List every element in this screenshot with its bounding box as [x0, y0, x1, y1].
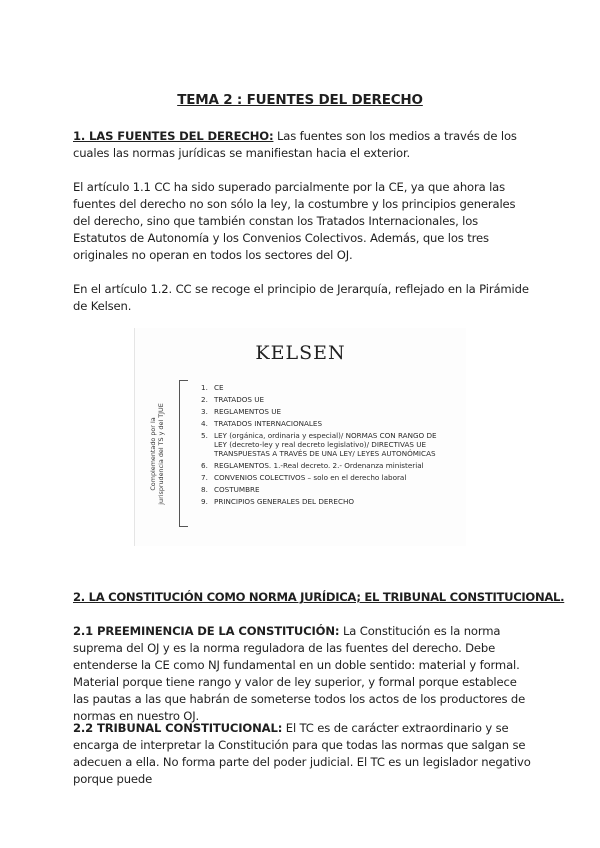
list-item [201, 419, 463, 428]
side-label-line-1: Complementado por la [149, 417, 157, 491]
section-2-1-paragraph [73, 623, 533, 725]
section-1-paragraph [73, 128, 533, 162]
figure-title: KELSEN [255, 342, 346, 364]
bracket-line [179, 380, 188, 527]
item-text: CE [214, 383, 224, 392]
kelsen-pyramid-figure [134, 328, 466, 546]
section-2-heading: 2. LA CONSTITUCIÓN COMO NORMA JURÍDICA; EL TRIBUNAL CONSTITUCIONAL. [73, 590, 565, 604]
item-number: 3. [201, 407, 208, 416]
item-text: CONVENIOS COLECTIVOS – solo en el derecho laboral [214, 473, 407, 482]
item-text: LEY (orgánica, ordinaria y especial)/ NORMAS CON RANGO DE [214, 431, 437, 440]
item-text: TRATADOS INTERNACIONALES [214, 419, 323, 428]
list-item [201, 461, 463, 470]
item-number: 9. [201, 497, 208, 506]
item-text: PRINCIPIOS GENERALES DEL DERECHO [214, 497, 355, 506]
side-label-line-2: jurisprudencia del TS y del TJUE [157, 403, 165, 505]
page-title: TEMA 2 : FUENTES DEL DERECHO [177, 92, 423, 108]
section-2-2-text: El TC es de carácter extraordinario y se encarga de interpretar la Constitución para que todas las normas que salgan se adecuen a ella. No forma parte del poder judicial. El TC es un legislador negativo porque puede [73, 721, 531, 786]
item-text: REGLAMENTOS UE [214, 407, 282, 416]
item-number: 4. [201, 419, 208, 428]
item-text: COSTUMBRE [214, 485, 260, 494]
item-number: 6. [201, 461, 208, 470]
item-number: 8. [201, 485, 208, 494]
list-item [201, 485, 463, 494]
list-item [201, 407, 463, 416]
item-number: 1. [201, 383, 208, 392]
list-item [201, 473, 463, 482]
paragraph-article-1-2: En el artículo 1.2. CC se recoge el principio de Jerarquía, reflejado en la Pirámide de Kelsen. [73, 282, 529, 313]
list-item [201, 395, 463, 404]
item-text: TRATADOS UE [214, 395, 265, 404]
item-subtext: LEY (decreto-ley y real decreto legislativo)/ DIRECTIVAS UE [214, 440, 427, 449]
list-item [201, 383, 463, 392]
item-number: 5. [201, 431, 208, 440]
item-text: REGLAMENTOS. 1.-Real decreto. 2.- Ordenanza ministerial [214, 461, 424, 470]
list-item [201, 497, 463, 506]
section-2-2-heading: 2.2 TRIBUNAL CONSTITUCIONAL: [73, 721, 283, 735]
section-1-text: Las fuentes son los medios a través de los cuales las normas jurídicas se manifiestan hacia el exterior. [73, 129, 517, 160]
section-2-1-text: La Constitución es la norma suprema del OJ y es la norma reguladora de las fuentes del derecho. Debe entenderse la CE como NJ fundamental en un doble sentido: material y formal. Material porque tiene rango y valor de ley superior, y formal porque establece las pautas a las que habrán de someterse todos los actos de los productores de normas en nuestro OJ. [73, 624, 526, 723]
list-item [201, 431, 463, 458]
section-2-2-paragraph [73, 720, 533, 788]
item-subtext-2: TRANSPUESTAS A TRAVÉS DE UNA LEY/ LEYES AUTONÓMICAS [214, 449, 436, 458]
item-number: 7. [201, 473, 208, 482]
section-2-1-heading: 2.1 PREEMINENCIA DE LA CONSTITUCIÓN: [73, 624, 340, 638]
paragraph-article-1-1: El artículo 1.1 CC ha sido superado parcialmente por la CE, ya que ahora las fuentes del derecho no son sólo la ley, la costumbre y los principios generales del derecho, sino que también constan los Tratados Internacionales, los Estatutos de Autonomía y los Convenios Colectivos. Además, que los tres originales no operan en todos los sectores del OJ. [73, 180, 516, 262]
figure-side-label [149, 394, 165, 514]
section-1-heading: 1. LAS FUENTES DEL DERECHO: [73, 129, 274, 143]
kelsen-hierarchy-list [201, 383, 463, 509]
item-number: 2. [201, 395, 208, 404]
